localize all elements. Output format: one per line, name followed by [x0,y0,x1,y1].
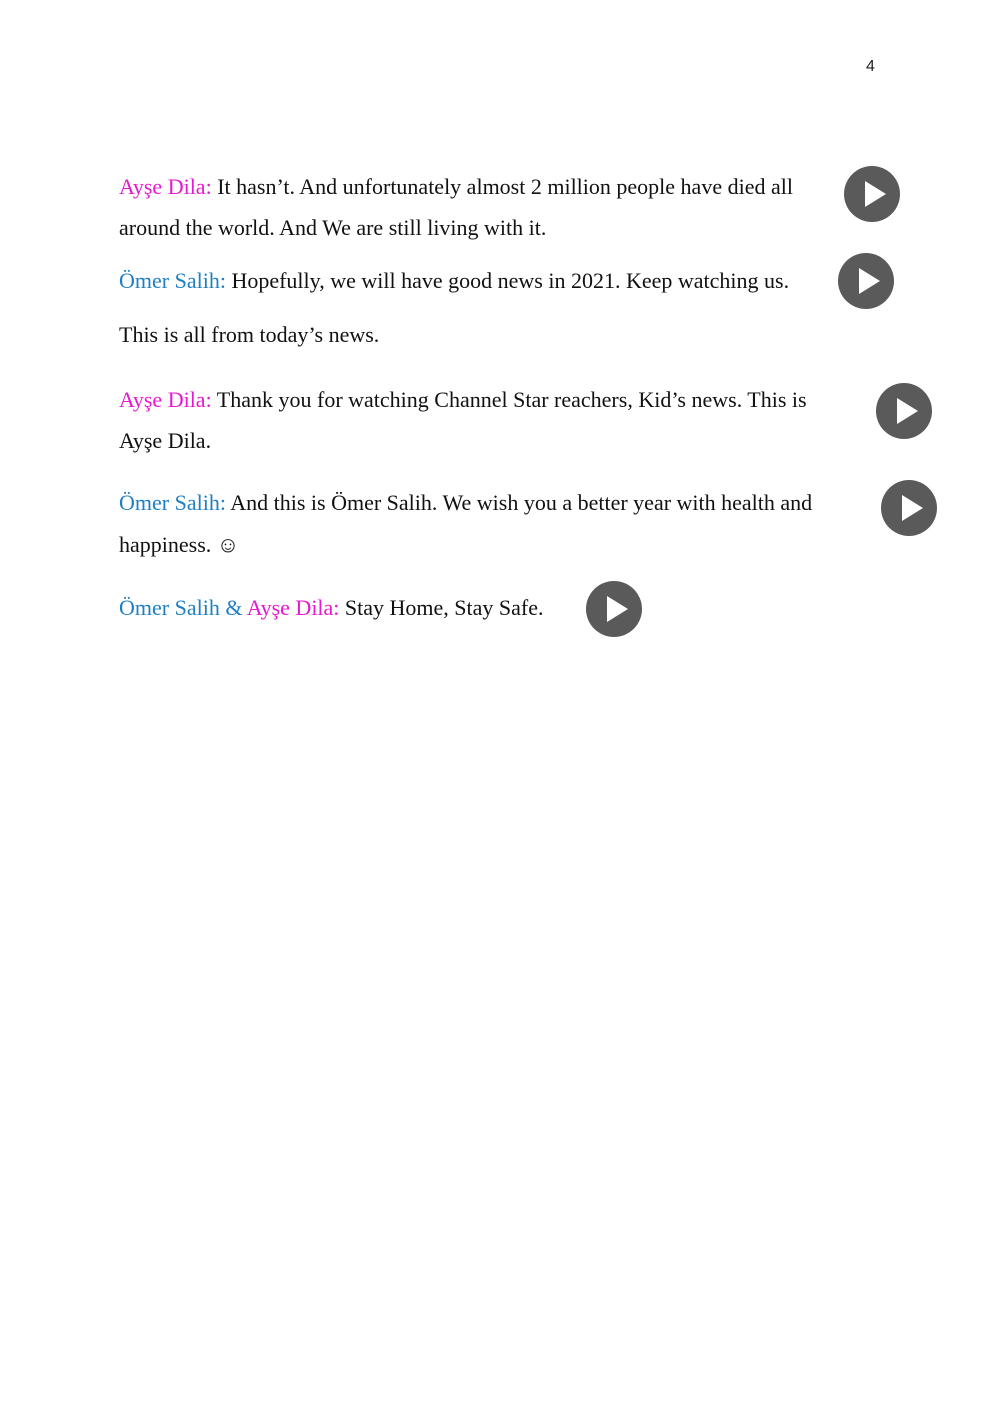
speaker-label: Ayşe Dila: [119,174,212,199]
play-button[interactable] [876,383,932,439]
speaker-label: Ömer Salih: [119,490,226,515]
play-button[interactable] [844,166,900,222]
page-number: 4 [866,58,875,75]
speaker-label: Ömer Salih [119,595,220,620]
dialogue-text: It hasn’t. And unfortunately almost 2 million people have died all [217,174,793,199]
dialogue-text: This is all from today’s news. [119,322,380,347]
speaker-joiner: & [219,595,247,620]
dialogue-text: Hopefully, we will have good news in 2021. Keep watching us. [231,268,790,293]
play-button[interactable] [838,253,894,309]
dialogue-text: Thank you for watching Channel Star reachers, Kid’s news. This is [216,387,807,412]
dialogue-text: And this is Ömer Salih. We wish you a better year with health and [230,490,813,515]
dialogue-line [119,166,793,207]
dialogue-line [119,379,807,420]
dialogue-line [119,482,812,523]
dialogue-text: happiness. ☺ [119,532,240,557]
speaker-label: Ayşe Dila: [119,387,212,412]
dialogue-line [119,260,789,301]
speaker-label: Ayşe Dila: [246,595,340,620]
dialogue-line [119,587,544,628]
dialogue-text: Stay Home, Stay Safe. [344,595,544,620]
dialogue-text: Ayşe Dila. [119,428,212,453]
play-button[interactable] [586,581,642,637]
speaker-label: Ömer Salih: [119,268,226,293]
play-button[interactable] [881,480,937,536]
dialogue-text: around the world. And We are still living with it. [119,215,547,240]
